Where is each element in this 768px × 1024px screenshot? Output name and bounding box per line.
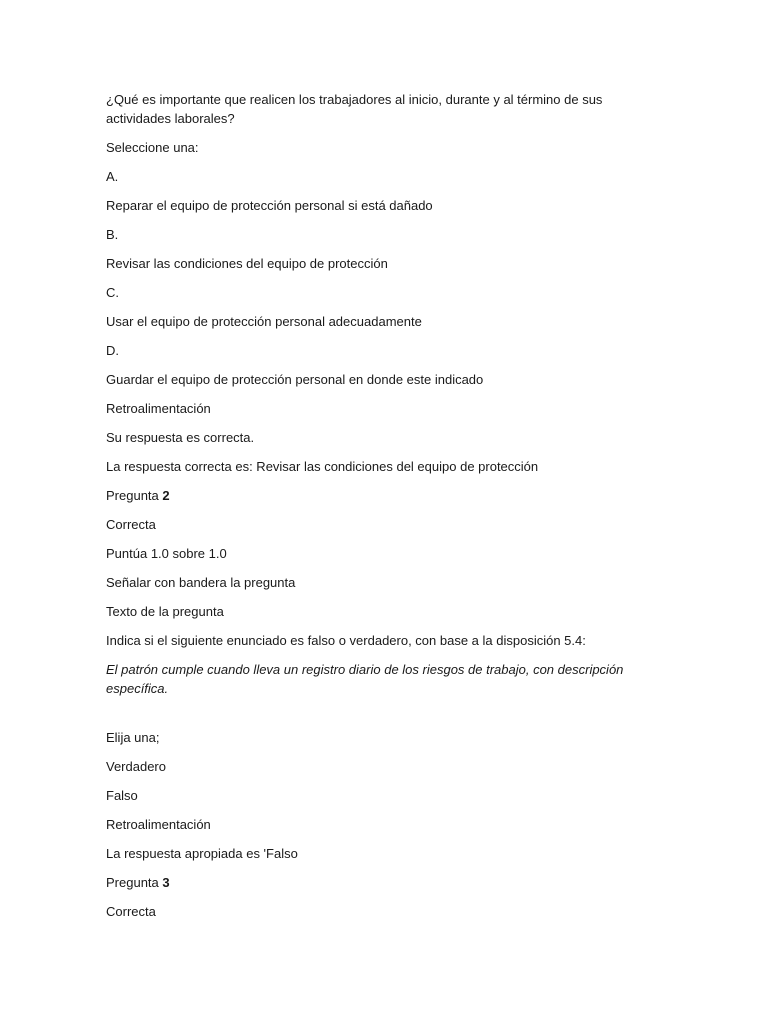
option-a-letter: A.: [106, 169, 119, 184]
question-3-heading-prefix: Pregunta: [106, 875, 159, 890]
feedback-label-2: Retroalimentación: [106, 817, 211, 832]
option-false[interactable]: Falso: [106, 788, 138, 803]
question-3-heading: [106, 873, 666, 892]
option-b-letter: B.: [106, 227, 119, 242]
question-2-instruction: Indica si el siguiente enunciado es falso o verdadero, con base a la disposición 5.4:: [106, 633, 586, 648]
correct-answer-text: La respuesta correcta es: Revisar las condiciones del equipo de protección: [106, 459, 539, 474]
document-page: [106, 90, 666, 931]
question-2-status: Correcta: [106, 517, 156, 532]
question-2-heading: [106, 486, 666, 505]
question-2-score: Puntúa 1.0 sobre 1.0: [106, 546, 227, 561]
option-true[interactable]: Verdadero: [106, 759, 166, 774]
option-b-text: Revisar las condiciones del equipo de protección: [106, 256, 388, 271]
question-2-answer: La respuesta apropiada es 'Falso: [106, 846, 298, 861]
result-text: Su respuesta es correcta.: [106, 430, 255, 445]
question-text-label: Texto de la pregunta: [106, 604, 224, 619]
option-d-letter: D.: [106, 343, 119, 358]
option-c-text: Usar el equipo de protección personal adecuadamente: [106, 314, 422, 329]
question-2-number: 2: [162, 488, 170, 503]
question-1-prompt: ¿Qué es importante que realicen los trabajadores al inicio, durante y al término de sus actividades laborales?: [106, 92, 603, 126]
question-3-status: Correcta: [106, 904, 156, 919]
option-a-text: Reparar el equipo de protección personal si está dañado: [106, 198, 433, 213]
question-3-number: 3: [162, 875, 170, 890]
flag-question-link[interactable]: Señalar con bandera la pregunta: [106, 575, 296, 590]
question-2-statement: El patrón cumple cuando lleva un registro diario de los riesgos de trabajo, con descripción específica.: [106, 662, 624, 696]
option-d-text: Guardar el equipo de protección personal en donde este indicado: [106, 372, 484, 387]
select-one-label: Seleccione una:: [106, 140, 199, 155]
choose-one-label: Elija una;: [106, 730, 160, 745]
feedback-label-1: Retroalimentación: [106, 401, 211, 416]
question-2-heading-prefix: Pregunta: [106, 488, 159, 503]
option-c-letter: C.: [106, 285, 119, 300]
